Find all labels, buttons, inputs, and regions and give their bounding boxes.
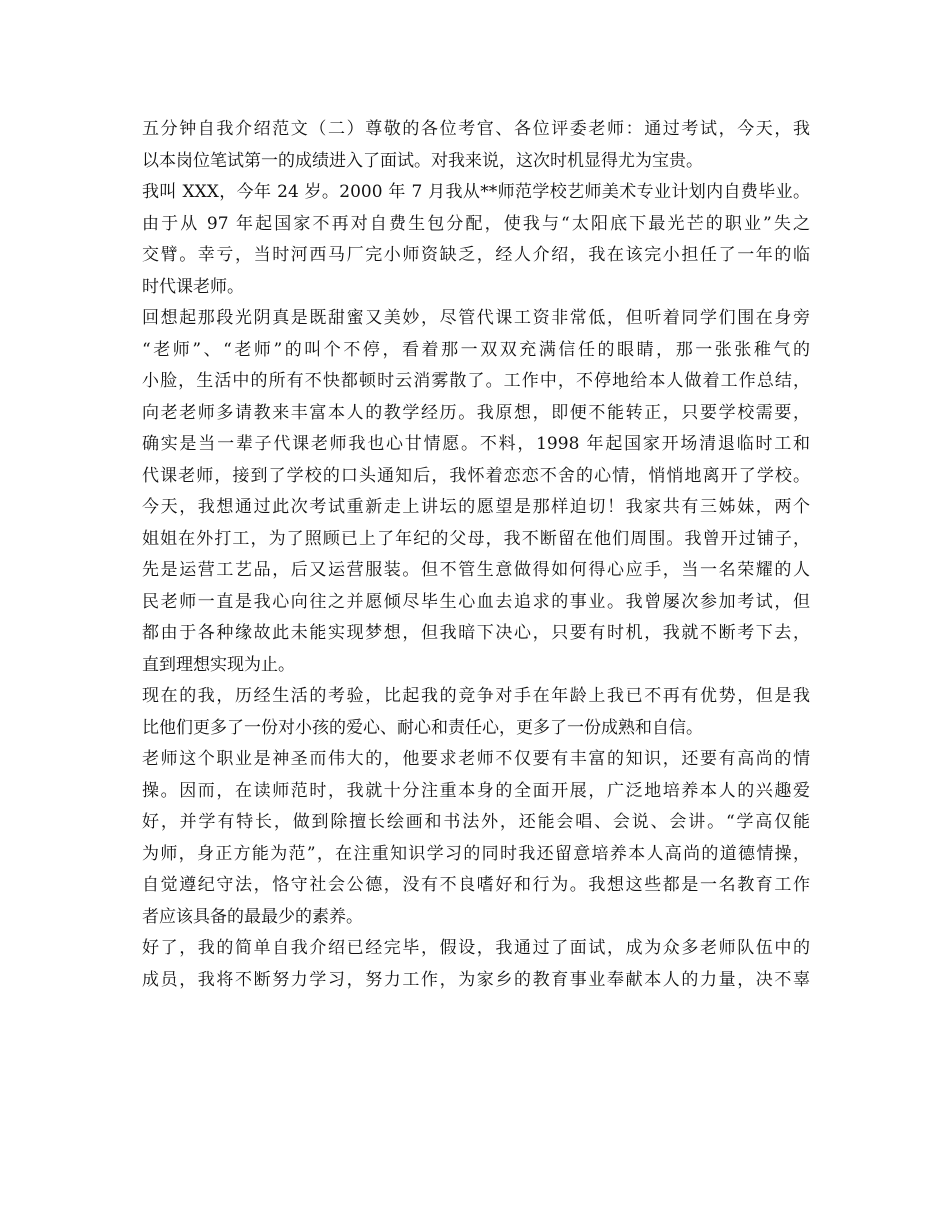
- text-line: 操。因而，在读师范时，我就十分注重本身的全面开展，广泛地培养本人的兴趣爱: [142, 780, 810, 801]
- text-line: 向老老师多请教来丰富本人的教学经历。我原想，即便不能转正，只要学校需要，: [142, 402, 810, 423]
- text-line: 比他们更多了一份对小孩的爱心、耐心和责任心，更多了一份成熟和自信。: [142, 717, 703, 738]
- text-line: 者应该具备的最最少的素养。: [142, 906, 363, 927]
- text-line: 代课老师，接到了学校的口头通知后，我怀着恋恋不舍的心情，悄悄地离开了学校。: [142, 465, 810, 486]
- text-line: 好了，我的简单自我介绍已经完毕，假设，我通过了面试，成为众多老师队伍中的: [142, 938, 810, 958]
- text-line: 五分钟自我介绍范文（二）尊敬的各位考官、各位评委老师：通过考试，今天，我: [142, 119, 810, 139]
- text-line: 我叫 XXX，今年 24 岁。2000 年 7 月我从**师范学校艺师美术专业计划内自费毕业。: [142, 182, 810, 202]
- text-line: 为师，身正方能为范”，在注重知识学习的同时我还留意培养本人高尚的道德情操，: [142, 843, 810, 864]
- document-body: [142, 114, 810, 996]
- text-line: 确实是当一辈子代课老师我也心甘情愿。不料，1998 年起国家开场清退临时工和: [142, 434, 810, 454]
- text-line: 交臂。幸亏，当时河西马厂完小师资缺乏，经人介绍，我在该完小担任了一年的临: [142, 245, 810, 265]
- text-line: 由于从 97 年起国家不再对自费生包分配，使我与“太阳底下最光芒的职业”失之: [142, 213, 810, 234]
- text-line: 回想起那段光阴真是既甜蜜又美妙，尽管代课工资非常低，但听着同学们围在身旁: [142, 308, 810, 328]
- text-line: 现在的我，历经生活的考验，比起我的竞争对手在年龄上我已不再有优势，但是我: [142, 686, 810, 706]
- text-line: 以本岗位笔试第一的成绩进入了面试。对我来说，这次时机显得尤为宝贵。: [142, 150, 703, 171]
- text-line: 直到理想实现为止。: [142, 654, 295, 675]
- text-line: “老师”、“老师”的叫个不停，看着那一双双充满信任的眼睛，那一张张稚气的: [142, 339, 810, 360]
- text-line: 姐姐在外打工，为了照顾已上了年纪的父母，我不断留在他们周围。我曾开过铺子，: [142, 528, 810, 549]
- text-line: 老师这个职业是神圣而伟大的，他要求老师不仅要有丰富的知识，还要有高尚的情: [142, 749, 810, 769]
- text-line: 小脸，生活中的所有不快都顿时云消雾散了。工作中，不停地给本人做着工作总结，: [142, 371, 810, 391]
- text-line: 民老师一直是我心向往之并愿倾尽毕生心血去追求的事业。我曾屡次参加考试，但: [142, 591, 810, 612]
- text-line: 成员，我将不断努力学习，努力工作，为家乡的教育事业奉献本人的力量，决不辜: [142, 969, 810, 990]
- text-line: 自觉遵纪守法，恪守社会公德，没有不良嗜好和行为。我想这些都是一名教育工作: [142, 875, 810, 895]
- text-line: 今天，我想通过此次考试重新走上讲坛的愿望是那样迫切！我家共有三姊妹，两个: [142, 497, 810, 517]
- text-line: 先是运营工艺品，后又运营服装。但不管生意做得如何得心应手，当一名荣耀的人: [142, 560, 810, 580]
- text-line: 时代课老师。: [142, 276, 244, 297]
- text-line: 都由于各种缘故此未能实现梦想，但我暗下决心，只要有时机，我就不断考下去，: [142, 623, 810, 643]
- text-line: 好，并学有特长，做到除擅长绘画和书法外，还能会唱、会说、会讲。“学高仅能: [142, 812, 810, 832]
